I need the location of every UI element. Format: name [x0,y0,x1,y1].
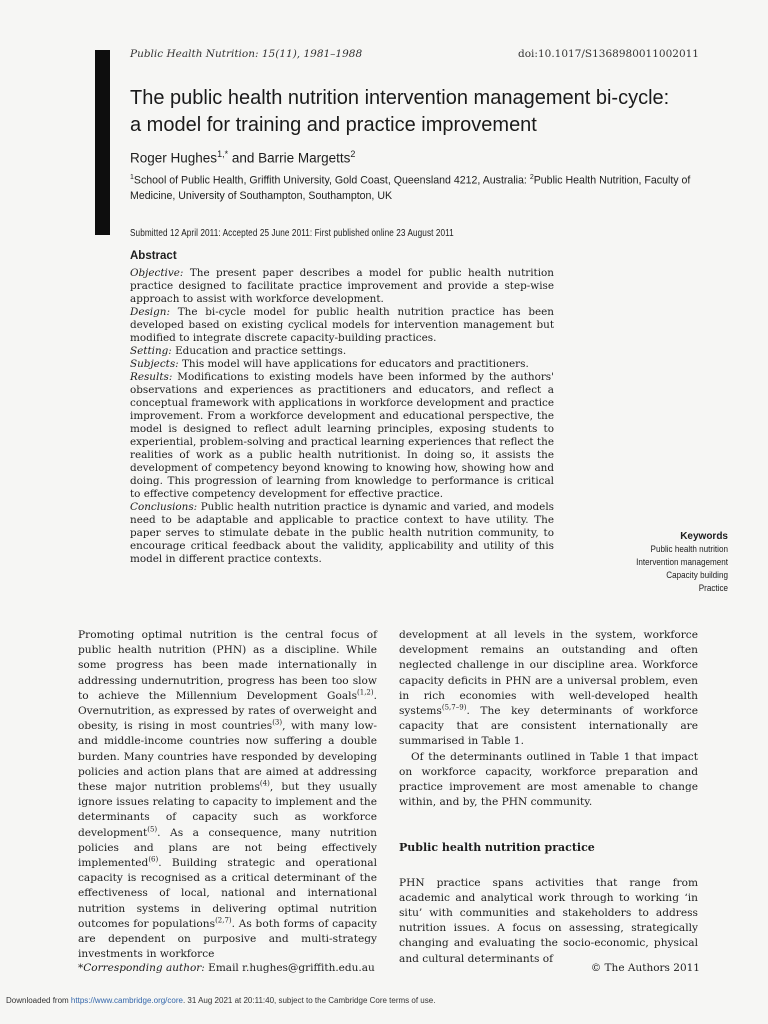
abstract-label: Results: [130,371,173,383]
body-text: , with many low- and middle-income countries now suffering a double burden. Many countries have responded by developing policies and action plans that are aimed at addressing these major nutrition problems [78,720,377,794]
keywords-box [558,530,728,595]
citation: (2,7) [215,916,232,925]
copyright-notice: © The Authors 2011 [590,962,700,974]
keyword-item: Capacity building [666,570,728,580]
author-affiliation-sup: 1,* [217,149,229,159]
submission-dates: Submitted 12 April 2011: Accepted 25 June 2011: First published online 23 August 2011 [130,228,454,239]
body-text: . As a consequence, many nutrition policies and plans are not being effectively implemented [78,826,377,870]
keywords-heading: Keywords [680,531,728,542]
keyword-item: Public health nutrition [650,544,728,554]
body-text: . Building strategic and operational capacity is recognised as a critical determinant of the effectiveness of local, national and international nutrition systems in delivering optimal nutrition outcomes for populations [78,857,377,930]
abstract-text: Modifications to existing models have been informed by the authors' observations and experiences as practitioners and educators, and reflect a conceptual framework with applications in workforce development and practice improvement. From a workforce development and educational perspective, the model is designed to reflect adult learning principles, exposing students to experiential, problem-solving and practical learning experiences that reflect the realities of work as a public health nutritionist. In doing so, it assists the development of competency beyond knowing to knowing how, showing how and doing. This progression of learning from knowledge to performance is critical to effective competency development for effective practice. [130,371,554,500]
citation: (5) [147,825,158,834]
body-text: . The key determinants of workforce capacity that are consistent internationally are summarised in Table 1. [399,705,698,748]
body-text: . As both forms of capacity are dependent on purposive and multi-strategy investments in workforce [78,917,377,961]
affiliation-text: Public Health Nutrition, Faculty of Medicine, University of Southampton, Southampton, UK [130,174,691,202]
body-column-left [78,628,377,962]
side-marker-bar [95,50,110,235]
citation: (6) [148,855,159,864]
abstract-objective [130,267,554,306]
affiliation-sup: 1 [130,174,134,181]
title-line-1: The public health nutrition intervention management bi-cycle: [130,87,670,109]
body-text: Promoting optimal nutrition is the central focus of public health nutrition (PHN) as a discipline. While some progress has been made internationally in addressing undernutrition, progress has been too slow to achieve the Millennium Development Goals [78,629,377,702]
author-conjunction: and [228,150,259,166]
author-name: Roger Hughes [130,150,218,166]
affiliation-text: School of Public Health, Griffith University, Gold Coast, Queensland 4212, Australia: [133,174,530,187]
download-notice [6,996,435,1005]
abstract-label: Objective: [130,267,184,279]
download-text: Downloaded from [6,996,71,1005]
abstract-label: Design: [130,306,170,318]
body-text: . Overnutrition, as expressed by rates of overweight and obesity, is rising in most countries [78,689,377,733]
journal-citation: Public Health Nutrition: 15(11), 1981–1988 [130,48,363,60]
body-text: development at all levels in the system, workforce development remains an outstanding and often neglected challenge in our discipline area. Workforce capacity deficits in PHN are a universal problem, even in rich economies with well-developed health systems [399,629,698,718]
citation: (1,2) [357,688,374,697]
corresponding-label: *Corresponding author: [78,962,205,974]
abstract-results [130,371,554,501]
abstract-design [130,306,554,345]
body-column-right [399,628,698,967]
abstract-body [130,267,554,566]
abstract-subjects [130,358,554,371]
abstract-setting [130,345,554,358]
title-line-2: a model for training and practice improvement [130,114,537,136]
citation: (4) [259,779,270,788]
abstract-text: Education and practice settings. [171,345,347,357]
abstract-label: Conclusions: [130,501,198,513]
abstract-heading: Abstract [130,250,177,262]
doi-text: doi:10.1017/S1368980011002011 [518,48,699,60]
author-list [130,149,355,166]
abstract-text: The present paper describes a model for public health nutrition practice designed to facilitate practice improvement and provide a step-wise approach to assist with workforce development. [130,267,554,305]
author-name: Barrie Margetts [258,150,351,166]
cambridge-core-link[interactable]: https://www.cambridge.org/core [70,996,183,1005]
abstract-conclusions [130,501,554,566]
citation: (3) [272,718,283,727]
affiliations [130,170,710,204]
download-text: . 31 Aug 2021 at 20:11:40, subject to the Cambridge Core terms of use. [182,996,436,1005]
body-paragraph: PHN practice spans activities that range from academic and analytical work through to working ‘in situ’ with communities and stakeholders to address nutrition issues. A focus on assessing, strategically changing and evaluating the socio-economic, physical and cultural determinants of [399,876,698,965]
abstract-label: Setting: [130,345,172,357]
abstract-text: This model will have applications for educators and practitioners. [178,358,529,370]
corresponding-author-note [78,962,375,974]
body-paragraph: Of the determinants outlined in Table 1 that impact on workforce capacity, workforce preparation and practice improvement are most amenable to change within, and by, the PHN community. [399,750,698,809]
corresponding-email[interactable]: Email r.hughes@griffith.edu.au [204,962,375,974]
abstract-text: The bi-cycle model for public health nutrition practice has been developed based on existing cyclical models for intervention management but modified to integrate discrete capacity-building practices. [130,306,554,344]
abstract-text: Public health nutrition practice is dynamic and varied, and models need to be adaptable and applicable to practice context to have utility. The paper serves to stimulate debate in the public health nutrition community, to encourage critical feedback about the validity, applicability and utility of this model in different practice contexts. [130,501,554,565]
affiliation-sup: 2 [529,174,534,181]
citation: (5,7–9) [441,703,467,712]
body-paragraph [399,628,698,750]
abstract-label: Subjects: [130,358,179,370]
section-heading: Public health nutrition practice [399,841,595,855]
article-title [130,85,720,139]
keyword-item: Practice [698,583,728,593]
author-affiliation-sup: 2 [350,149,356,159]
body-paragraph [78,628,377,962]
keyword-item: Intervention management [636,557,728,567]
body-text: , but they usually ignore issues relating to capacity to implement and the determinants of capacity such as workforce development [78,781,377,839]
